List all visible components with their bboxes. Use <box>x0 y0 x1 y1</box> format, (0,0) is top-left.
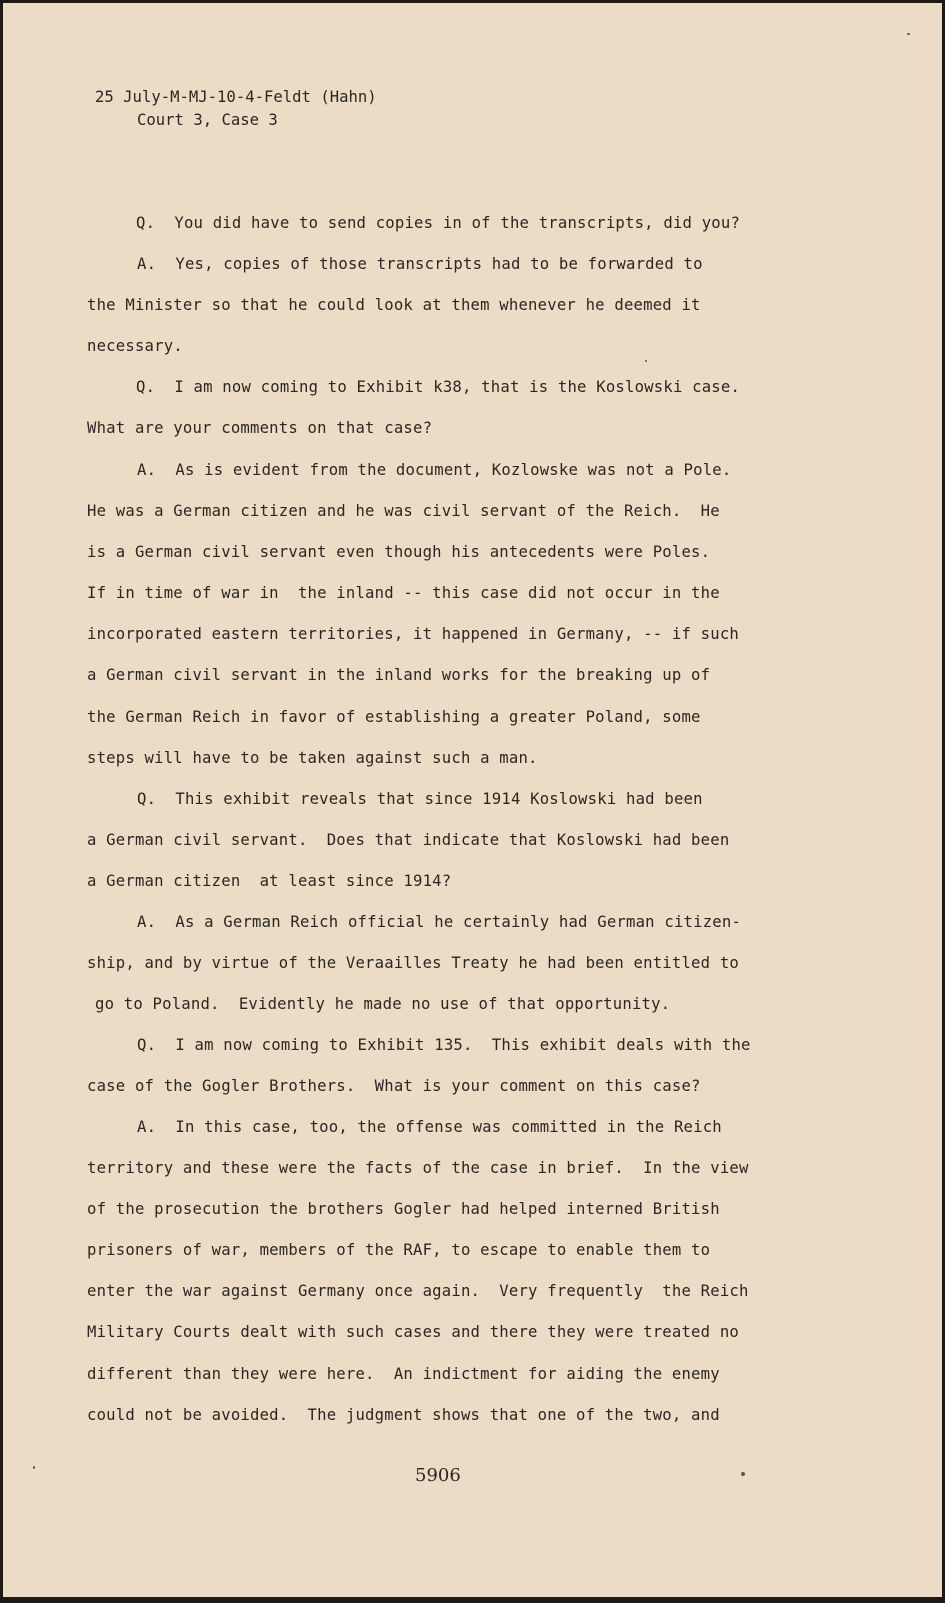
transcript-line: could not be avoided. The judgment shows that one of the two, and <box>87 1406 720 1424</box>
transcript-line: Q. This exhibit reveals that since 1914 Koslowski had been <box>137 790 703 808</box>
transcript-line: Military Courts dealt with such cases and there they were treated no <box>87 1323 739 1341</box>
paper-speck <box>645 360 647 362</box>
transcript-line: If in time of war in the inland -- this case did not occur in the <box>87 584 720 602</box>
transcript-line: A. In this case, too, the offense was committed in the Reich <box>137 1118 722 1136</box>
transcript-line: A. As is evident from the document, Kozlowske was not a Pole. <box>137 461 732 479</box>
transcript-line: Q. I am now coming to Exhibit k38, that is the Koslowski case. <box>136 378 741 396</box>
transcript-line: incorporated eastern territories, it happened in Germany, -- if such <box>87 625 739 643</box>
paper-speck <box>33 1466 35 1469</box>
transcript-line: a German citizen at least since 1914? <box>87 872 452 890</box>
header-court-case: Court 3, Case 3 <box>137 111 278 129</box>
transcript-line: territory and these were the facts of the case in brief. In the view <box>87 1159 749 1177</box>
paper-speck <box>741 1472 745 1476</box>
document-page <box>3 3 942 1597</box>
transcript-line: necessary. <box>87 337 183 355</box>
transcript-line: go to Poland. Evidently he made no use of that opportunity. <box>95 995 671 1013</box>
transcript-line: a German civil servant. Does that indicate that Koslowski had been <box>87 831 730 849</box>
transcript-line: Q. You did have to send copies in of the transcripts, did you? <box>136 214 741 232</box>
transcript-line: He was a German citizen and he was civil servant of the Reich. He <box>87 502 720 520</box>
header-case-reference: 25 July-M-MJ-10-4-Feldt (Hahn) <box>95 88 377 106</box>
transcript-line: different than they were here. An indictment for aiding the enemy <box>87 1365 720 1383</box>
transcript-line: A. As a German Reich official he certainly had German citizen- <box>137 913 742 931</box>
transcript-line: is a German civil servant even though his antecedents were Poles. <box>87 543 711 561</box>
transcript-line: the Minister so that he could look at them whenever he deemed it <box>87 296 701 314</box>
transcript-line: enter the war against Germany once again. Very frequently the Reich <box>87 1282 749 1300</box>
transcript-line: of the prosecution the brothers Gogler had helped interned British <box>87 1200 720 1218</box>
transcript-line: steps will have to be taken against such a man. <box>87 749 538 767</box>
transcript-line: ship, and by virtue of the Veraailles Treaty he had been entitled to <box>87 954 739 972</box>
transcript-line: case of the Gogler Brothers. What is your comment on this case? <box>87 1077 701 1095</box>
page-number: 5906 <box>415 1465 461 1486</box>
transcript-line: Q. I am now coming to Exhibit 135. This exhibit deals with the <box>137 1036 751 1054</box>
transcript-line: What are your comments on that case? <box>87 419 433 437</box>
transcript-line: A. Yes, copies of those transcripts had to be forwarded to <box>137 255 703 273</box>
transcript-line: the German Reich in favor of establishing a greater Poland, some <box>87 708 701 726</box>
transcript-line: a German civil servant in the inland works for the breaking up of <box>87 666 711 684</box>
paper-speck <box>907 33 910 35</box>
transcript-line: prisoners of war, members of the RAF, to escape to enable them to <box>87 1241 711 1259</box>
